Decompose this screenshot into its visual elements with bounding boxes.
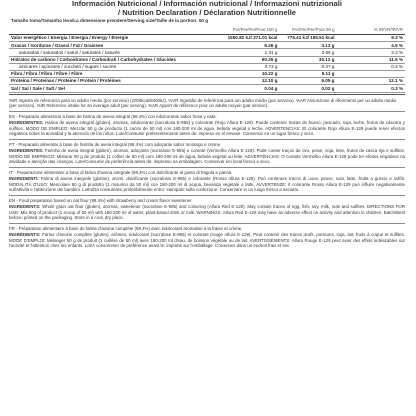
value-ri: 0.4 % [336, 63, 405, 70]
header-ri: % IR/VR/IR/VR [336, 25, 405, 35]
section-divider [9, 223, 405, 224]
table-row [9, 42, 405, 49]
value-per-50g: 0.37 g [279, 63, 336, 70]
table-header [9, 25, 405, 35]
value-per-50g: 5.11 g [279, 70, 336, 77]
section-intro: ES - Preparado alimenticio a base de harina de avena integral (98.4%) con edulcorante sabor fresa y nata. [9, 114, 217, 120]
section-divider [9, 111, 405, 112]
table-row [9, 70, 405, 77]
title-line-1: Información Nutricional / Información nutricional / Informazioni nutrizionali [71, 0, 342, 8]
ingredients-label: INGREDIENTES: [9, 120, 44, 126]
nutrient-name: Grasas / Gorduras / Grassi / Fat / Graisses [9, 42, 226, 49]
value-ri: 12.1 % [336, 78, 405, 85]
value-per-50g: 6.05 g [279, 78, 336, 85]
table-row [9, 56, 405, 63]
value-ri: 0.3 % [336, 85, 405, 92]
value-per-100g: 0.73 g [226, 63, 280, 70]
value-per-100g: 12.10 g [226, 78, 280, 85]
section-body [9, 204, 405, 221]
value-ri: 3.3 % [336, 49, 405, 56]
section-body [9, 176, 405, 193]
ingredients-text: Whole grain oat flour (gluten), aromas, sweetener (sucralose E-955) and colouring (Allura Red E-129). May contain traces of egg, fish, soy, milk, nuts and sulfites. DIRECTIONS FOR USE: Mix 50g of product (1 scoop of 50 ml) with 180-200 ml of water, plant-based drink or milk. WARNINGS: Allura Red E-129 may have an adverse effect on activity and attention in children. Batch/Best before: printed on the packaging. Store in a cool, dry place. [9, 203, 405, 221]
nutrient-name: Fibra / Fibra / Fibra / Fibre / Fibre [9, 70, 226, 77]
serving-size: Tamaño toma/Tamanho leva/La dimensione prendere/Serving size/Taille de la portion: 50 g [11, 18, 209, 23]
value-per-50g: 0.65 g [279, 49, 336, 56]
ingredients-text: Farine d'avoine complète (gluten), arômes, édulcorant (sucralose E-955) et colorant (rouge Allura E-129). Peut contenir des traces œufs, poissons, soja, lait, fruits à coque et sulfites. MODE D'EMPLOI: Mélanger 50 g de produit (1 cuillère de 50 ml) avec 180-200 ml d'eau, de boisson végétale ou de lait. AVERTISSEMENTS: Allura Rouge E-129 peut avoir des effets indésirables sur l'activité et l'attention chez les enfants. Lot/À consommer de préférence avant le: imprimé sur l'emballage. Conserver dans un endroit frais et sec. [9, 231, 405, 249]
header-per-50g: Por/Per/Per/Pour 50 g [279, 25, 336, 35]
title-line-2: / Nutrition Declaration / Déclaration Nutritionnelle [117, 7, 297, 17]
language-sections [9, 111, 405, 249]
header-per-100g: Por/Per/Per/Pour 100 g [226, 25, 280, 35]
section-body [9, 232, 405, 249]
table-row [9, 85, 405, 92]
language-section [9, 142, 405, 164]
value-per-50g: 775.41 kJ/ 185.51 kcal [279, 35, 336, 42]
nutrient-name: Hidratos de carbono / Carboidratos / Carboidrati / Carbohydrates / Glucides [9, 56, 226, 63]
value-ri: 11.6 % [336, 56, 405, 63]
ingredients-text: Farina di avena integrale (glutine), aromi, dolcificante (sucralosio E-955) e colorante (Rosso Allura E-129). Può contenere tracce di uova, pesce, soia, latte, frutta a guscio e solfiti. MODALITÀ D'USO: Mescolare 50 g di prodotto (1 misurino da 50 ml) con 180-200 ml di acqua, bevanda vegetale o latte. AVVERTENZE: Il colorante Rosso Allura E-129 può influire negativamente sull'attività e l'attenzione dei bambini. Lotto/Da consumarsi preferibilmente entro: stampato sulla confezione. Conservare in un luogo fresco e asciutto. [9, 176, 405, 193]
ingredients-label: INGREDIENTS: [9, 203, 41, 209]
nutrient-name: Valor energético / Energia / Energia / Energy / Énergie [9, 35, 226, 42]
value-per-50g: 30.12 g [279, 56, 336, 63]
section-intro: EN - Food preparation based on oat flour (98.4%) with strawberry and cream flavor sweetener. [9, 198, 193, 204]
header-blank [9, 25, 226, 35]
table-row [9, 78, 405, 85]
section-divider [9, 139, 405, 140]
value-per-100g: 10.22 g [226, 70, 280, 77]
language-section [9, 198, 405, 220]
section-body [9, 120, 405, 137]
reference-intake-footnote: %IR Ingesta de referencia para un adulto medio (por servicio) (2000kcal/8400kJ). %VR Ingestão de referência para um adulto médio (por servicio). %AR Assunzione di riferimento per un adulto medio (per servizio). %IR Reference intake for an average adult (per serving). %AR Apport de référence pour un adulte moyen (par service). [9, 97, 397, 109]
language-section [9, 170, 405, 192]
language-section [9, 114, 405, 136]
section-intro: IT - Preparazione alimentare a base di farina d'avena integrale (98.4%) con dolcificante al gusto di fragola e panna. [9, 170, 233, 176]
ingredients-text: Harina de avena integral (gluten), aromas, edulcorante (sucralosa E-955) y colorante (Rojo Allura E-129). Puede contener trazas de huevo, pescado, soja, leche, frutos de cáscara y sulfitos. MODO DE EMPLEO: Mezclar 50 g de producto (1 cacito de 50 ml) con 180-200 ml de agua, bebida vegetal o leche. ADVERTENCIAS: El colorante Rojo Allura E-129 puede tener efectos negativos sobre la actividad y la atención de los niños. Lote/Consumir preferentemente antes de: impreso en el envase. Conservar en un lugar fresco y seco. [9, 120, 405, 137]
table-row [9, 49, 405, 56]
value-per-100g: 6.26 g [226, 42, 280, 49]
section-divider [9, 195, 405, 196]
ingredients-label: INGREDIENTI: [9, 176, 39, 181]
value-ri: 9.3 % [336, 35, 405, 42]
section-intro: FR - Préparation alimentaire à base de farine d'avoine complète (98.4%) avec édulcorant aromatisé à la fraise et crème. [9, 226, 243, 232]
nutrient-name: saturadas / saturados / saturi / saturates / saturés [9, 49, 226, 56]
value-ri [336, 70, 405, 77]
ingredients-label: INGREDIENTES: [9, 148, 44, 154]
table-row [9, 35, 405, 42]
language-section [9, 226, 405, 248]
ingredients-label: INGRÉDIENTS: [9, 231, 41, 237]
section-body [9, 148, 405, 165]
section-divider [9, 167, 405, 168]
value-per-100g: 0.04 g [226, 85, 280, 92]
nutrient-name: Proteína / Proteínas / Proteine / Protein / Protéines [9, 78, 226, 85]
nutrition-rows [9, 35, 405, 93]
value-per-50g: 0.02 g [279, 85, 336, 92]
value-per-100g: 60.25 g [226, 56, 280, 63]
value-per-100g: 1.31 g [226, 49, 280, 56]
table-bottom-rule [9, 94, 405, 95]
nutrient-name: azúcares / açúcares / zuccheri / sugars / sucres [9, 63, 226, 70]
value-per-50g: 3.13 g [279, 42, 336, 49]
panel-title [9, 0, 405, 17]
nutrition-panel [9, 0, 405, 249]
value-ri: 4.5 % [336, 42, 405, 49]
nutrition-table [9, 25, 405, 93]
section-intro: PT - Preparado alimentar à base de farinha de aveia integral (98.4%) com adoçante sabor morango e creme. [9, 142, 222, 148]
ingredients-text: Farinha de aveia integral (glúten), aromas, adoçante (sucralose E-955) e corante (vermelho Allura E-129). Pode conter traços de ovo, peixe, soja, leite, frutos de casca rija e sulfitos. MODO DE EMPREGO: Misturar 50 g de produto (1 colher de 50 ml) com 180-200 ml de água, bebida vegetal ou leite. ADVERTÊNCIAS: O corante Vermelho Allura E-129 pode ter efeitos negativos na atividade e atenção das crianças. Lote/Consumir de preferência antes de: impresso na embalagem. Conservar em local fresco e seco. [9, 148, 405, 165]
nutrient-name: Sal / Sal / Sale / Salt / Sel [9, 85, 226, 92]
value-per-100g: 1550.82 kJ/ 371.01 kcal [227, 35, 278, 41]
table-row [9, 63, 405, 70]
